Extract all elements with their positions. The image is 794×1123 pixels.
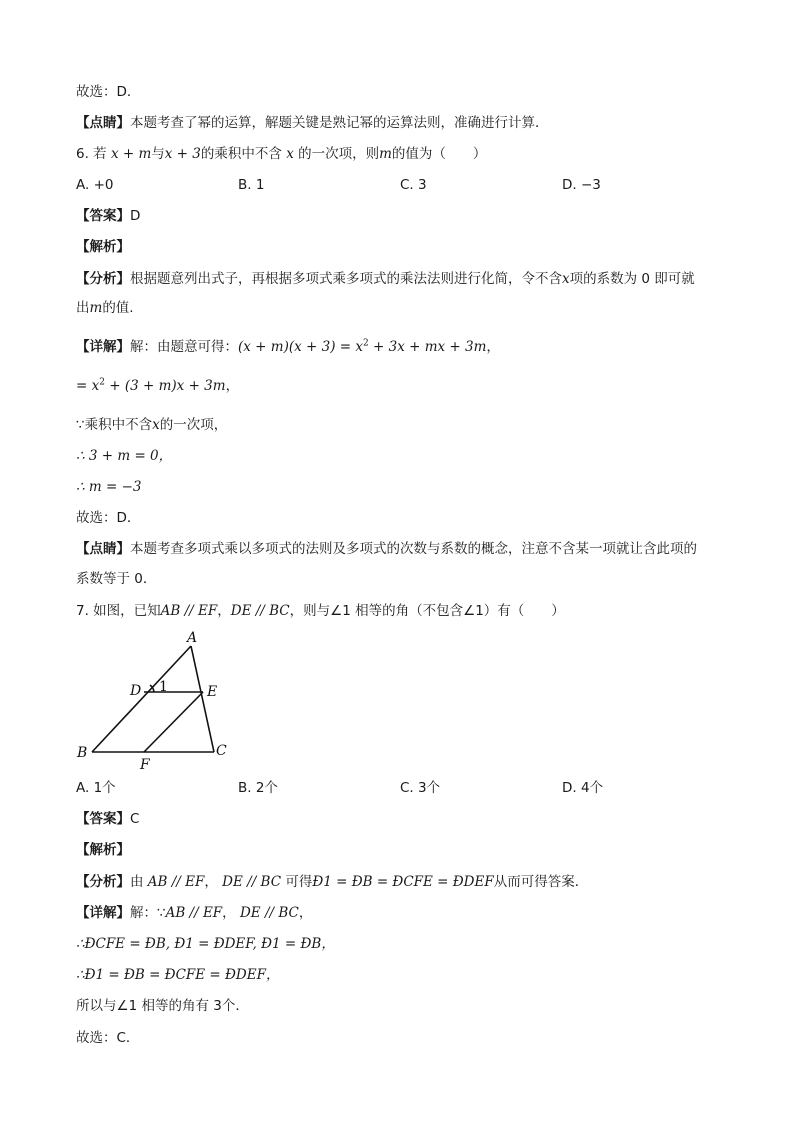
analysis-6-line-2 — [76, 298, 724, 318]
analysis-7 — [76, 872, 724, 892]
q6-option-a: A. +0 — [76, 177, 114, 193]
analysis-tag: 【分析】 — [76, 874, 130, 890]
q6-number: 6. 若 — [76, 146, 107, 162]
label-c: C — [216, 743, 227, 759]
solution-6-line-2 — [76, 376, 724, 396]
q6-option-d: D. −3 — [562, 177, 601, 193]
solution-7-line-2: ∴ÐCFE = ÐB, Ð1 = ÐDEF, Ð1 = ÐB， — [76, 936, 335, 952]
label-e: E — [207, 684, 218, 700]
analysis-var-x: x — [562, 271, 570, 287]
label-1: 1 — [159, 679, 168, 695]
q6-option-c: C. 3 — [400, 177, 427, 193]
choice-7: 故选：C． — [76, 1030, 140, 1046]
exponent-2: 2 — [99, 377, 105, 388]
q6-text-4: 的值为（ ） — [391, 146, 487, 162]
analysis-text-b: 项的系数为 0 即可就 — [569, 271, 695, 287]
step2-expr-b: + (3 + m)x + 3m — [104, 378, 226, 394]
step3-text-a: ∵乘积中不含 — [76, 417, 153, 433]
solution-7-line-1 — [76, 903, 724, 923]
answer-value: D — [130, 208, 141, 224]
solution7-text-1: ， — [222, 905, 236, 921]
q6-expr-2: x + 3 — [164, 146, 201, 162]
answer-7 — [76, 809, 724, 829]
solution-6-line-1 — [76, 337, 724, 357]
segment-ab — [92, 646, 191, 752]
label-d: D — [130, 683, 142, 699]
analysis7-text-3: 从而可得答案． — [493, 874, 589, 890]
q7-number: 7. 如图，已知 — [76, 603, 161, 619]
question-7 — [76, 601, 724, 621]
step2-expr-a: = x — [76, 378, 100, 394]
q6-text-1: 与 — [151, 146, 165, 162]
answer-6 — [76, 206, 724, 226]
comment-text: 本题考查了幂的运算，解题关键是熟记幂的运算法则，准确进行计算． — [130, 115, 549, 131]
analysis-var-m: m — [89, 300, 103, 316]
segment-ef — [144, 692, 203, 752]
analysis-tag: 【分析】 — [76, 271, 130, 287]
q6-text-3: 的一次项，则 — [298, 146, 380, 162]
q6-text-2: 的乘积中不含 — [200, 146, 282, 162]
comment-tag: 【点睛】 — [76, 115, 130, 131]
comment-6-line-2: 系数等于 0． — [76, 571, 157, 587]
q7-text-2: ，则与∠1 相等的角（不包含∠1）有（ ） — [289, 603, 565, 619]
solution-expr-2: + 3x + mx + 3m — [368, 339, 487, 355]
solution-tag: 【详解】 — [76, 905, 130, 921]
solution7-intro: 解：∵ — [130, 905, 166, 921]
analysis7-text-a: 由 — [130, 874, 144, 890]
q7-expr-2: DE // BC — [230, 603, 290, 619]
analysis7-text-2: 可得 — [285, 874, 313, 890]
label-f: F — [140, 757, 150, 773]
solution-tag: 【详解】 — [76, 339, 130, 355]
step2-end: ， — [225, 378, 240, 394]
q6-option-b: B. 1 — [238, 177, 265, 193]
q6-var-m: m — [379, 146, 392, 162]
analysis-heading-6: 【解析】 — [76, 239, 130, 255]
geometry-figure — [70, 628, 240, 774]
label-b: B — [77, 745, 88, 761]
choice-6: 故选：D． — [76, 510, 141, 526]
solution7-text-2: ， — [298, 905, 313, 921]
solution-end: ， — [486, 339, 500, 355]
solution-6-line-5: ∴ m = −3 — [76, 479, 142, 495]
q7-text-1: ， — [217, 603, 231, 619]
q6-expr-1: x + m — [110, 146, 152, 162]
solution7-expr-1: AB // EF — [165, 905, 223, 921]
q7-option-d: D. 4个 — [562, 780, 604, 796]
step3-text-b: 的一次项， — [159, 417, 228, 433]
solution-6-line-3 — [76, 415, 724, 435]
analysis-text-a: 根据题意列出式子，再根据多项式乘多项式的乘法法则进行化简，令不含 — [130, 271, 562, 287]
q7-expr-1: AB // EF — [160, 603, 218, 619]
analysis7-expr-1: AB // EF — [147, 874, 205, 890]
answer-value: C — [130, 811, 140, 827]
q7-option-c: C. 3个 — [400, 780, 441, 796]
answer-tag: 【答案】 — [76, 811, 130, 827]
analysis-text-d: 的值. — [102, 300, 134, 316]
solution7-expr-2: DE // BC — [239, 905, 299, 921]
analysis-6-line-1 — [76, 269, 724, 289]
prev-comment-line — [76, 113, 724, 133]
solution-7-line-4: 所以与∠1 相等的角有 3个． — [76, 998, 249, 1014]
label-a: A — [187, 630, 198, 646]
exponent-2: 2 — [362, 338, 369, 349]
solution-7-line-3: ∴Ð1 = ÐB = ÐCFE = ÐDEF， — [76, 967, 280, 983]
comment-text-a: 本题考查多项式乘以多项式的法则及多项式的次数与系数的概念，注意不含某一项就让含此项的 — [130, 541, 697, 557]
solution-expr-1: (x + m)(x + 3) = x — [238, 339, 363, 355]
answer-tag: 【答案】 — [76, 208, 130, 224]
q6-var-x: x — [286, 146, 294, 162]
analysis-text-c: 出 — [76, 300, 90, 316]
solution-intro: 解：由题意可得： — [130, 339, 238, 355]
analysis7-text-1: ， — [204, 874, 218, 890]
q7-option-b: B. 2个 — [238, 780, 278, 796]
analysis7-expr-3: Ð1 = ÐB = ÐCFE = ÐDEF — [312, 874, 494, 890]
comment-tag: 【点睛】 — [76, 541, 130, 557]
solution-6-line-4: ∴ 3 + m = 0， — [76, 448, 173, 464]
analysis7-expr-2: DE // BC — [222, 874, 282, 890]
question-6 — [76, 144, 724, 164]
analysis-heading-7: 【解析】 — [76, 842, 130, 858]
step3-var-x: x — [152, 417, 160, 433]
prev-answer-line: 故选：D． — [76, 84, 141, 100]
comment-6-line-1 — [76, 539, 724, 559]
q7-option-a: A. 1个 — [76, 780, 116, 796]
